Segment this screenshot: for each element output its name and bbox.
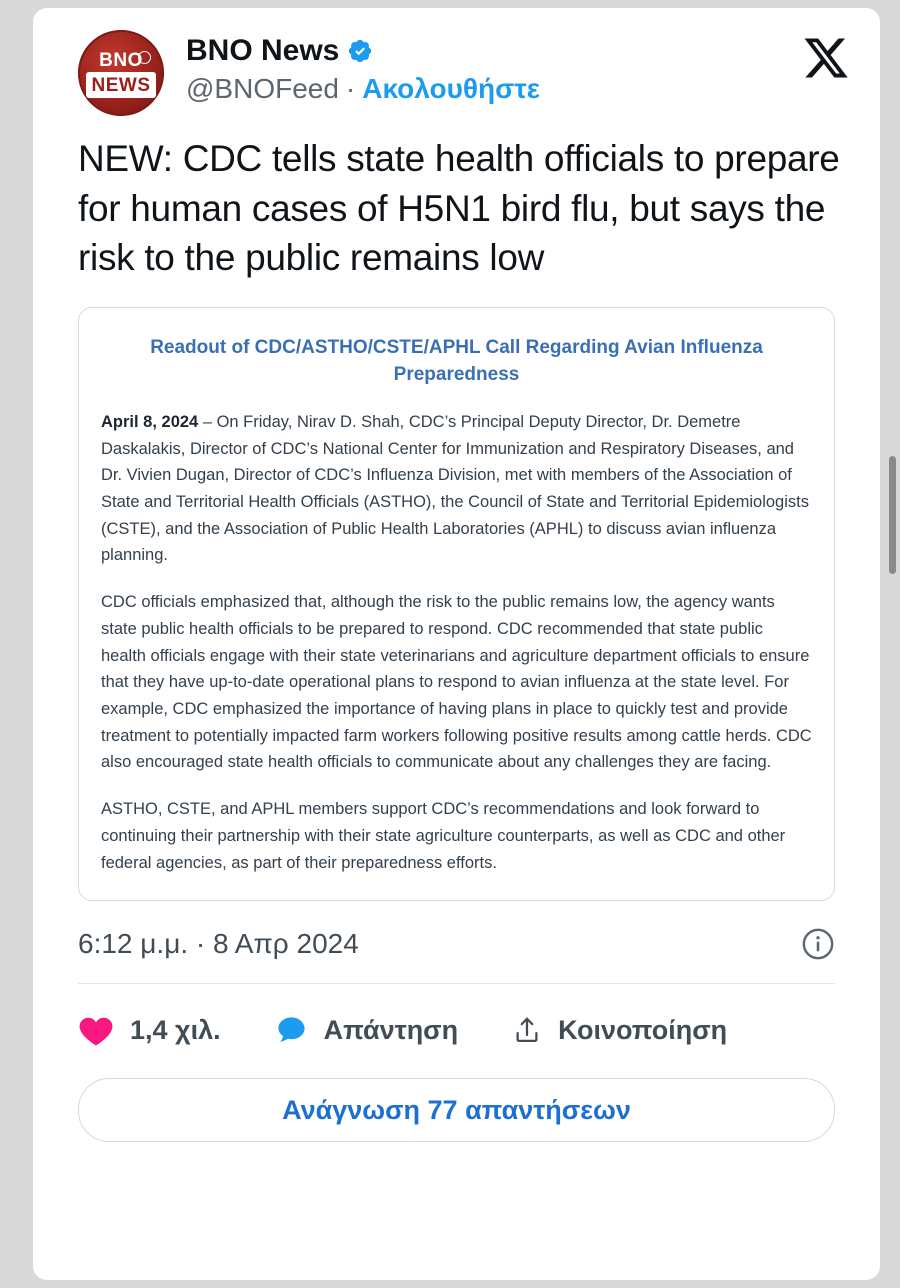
comment-icon: [275, 1014, 308, 1046]
reply-label: Απάντηση: [323, 1014, 459, 1045]
embed-paragraph-2: CDC officials emphasized that, although the risk to the public remains low, the agency wants state public health officials to be prepared to respond. CDC recommended that state public health officials engage with their state veterinarians and agriculture department officials to ensure that they have up-to-date operational plans to respond to avian influenza at the state level. For example, CDC emphasized the importance of having plans in place to quickly test and provide treatment to potentially impacted farm workers following positive results among cattle herds. CDC also encouraged state health officials to communicate about any challenges they are facing.: [101, 593, 812, 772]
action-bar: [78, 984, 835, 1076]
registered-mark-icon: [138, 51, 151, 64]
embedded-article-card[interactable]: [78, 307, 835, 902]
account-info: [186, 34, 540, 105]
embed-paragraph-1: [101, 409, 812, 569]
embed-title: Readout of CDC/ASTHO/CSTE/APHL Call Regarding Avian Influenza Preparedness: [150, 336, 763, 386]
tweet-timestamp: 6:12 μ.μ. · 8 Απρ 2024: [78, 928, 359, 960]
embed-paragraph-1-rest: – On Friday, Nirav D. Shah, CDC’s Principal Deputy Director, Dr. Demetre Daskalakis, Director of CDC’s National Center for Immunization and Respiratory Diseases, and Dr. Vivien Dugan, Director of CDC’s Influenza Division, met with members of the Association of State and Territorial Health Officials (ASTHO), the Council of State and Territorial Epidemiologists (CSTE), and the Association of Public Health Laboratories (APHL) to discuss avian influenza planning.: [101, 412, 809, 565]
display-name-row: [186, 34, 540, 67]
heart-icon: [78, 1014, 114, 1047]
account-handle[interactable]: @BNOFeed: [186, 73, 339, 104]
share-label: Κοινοποίηση: [558, 1014, 728, 1045]
vertical-scrollbar[interactable]: [889, 456, 896, 574]
follow-button[interactable]: Ακολουθήστε: [362, 73, 541, 104]
separator-dot: ·: [345, 73, 356, 104]
like-count: 1,4 χιλ.: [130, 1014, 221, 1045]
x-logo-icon[interactable]: [802, 34, 850, 82]
tweet-text: NEW: CDC tells state health officials to prepare for human cases of H5N1 bird flu, but says the risk to the public remains low: [78, 138, 840, 279]
share-button[interactable]: [512, 1013, 727, 1047]
verified-badge-icon: [347, 38, 373, 64]
like-button[interactable]: [78, 1014, 221, 1047]
info-circle-icon[interactable]: [801, 927, 835, 961]
read-replies-button[interactable]: Ανάγνωση 77 απαντήσεων: [78, 1078, 835, 1142]
avatar-line2: NEWS: [91, 75, 151, 96]
avatar-line1: BNO: [99, 50, 143, 71]
embed-paragraph-3: ASTHO, CSTE, and APHL members support CDC’s recommendations and look forward to continuing their partnership with their state agriculture counterparts, as well as CDC and other federal agencies, as part of their preparedness efforts.: [101, 800, 786, 872]
embed-date: April 8, 2024: [101, 412, 199, 431]
reply-button[interactable]: [275, 1014, 459, 1046]
timestamp-row: [78, 927, 835, 961]
tweet-card: [33, 8, 880, 1280]
share-arrow-icon: [512, 1013, 542, 1047]
avatar[interactable]: [78, 30, 164, 116]
tweet-header: [33, 8, 880, 116]
display-name[interactable]: BNO News: [186, 34, 340, 67]
handle-row: [186, 73, 540, 105]
